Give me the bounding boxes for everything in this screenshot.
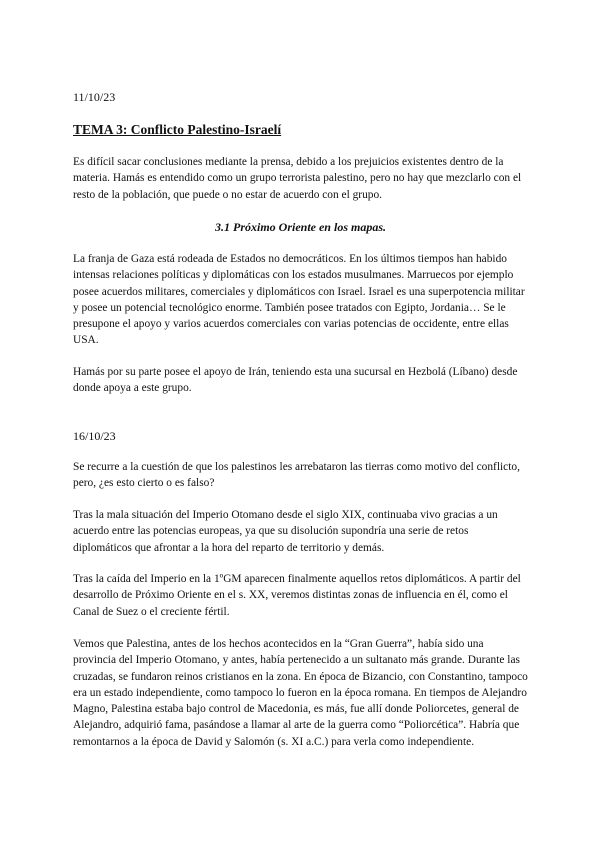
page-title: TEMA 3: Conflicto Palestino-Israelí [73, 122, 282, 137]
intro-paragraph: Es difícil sacar conclusiones mediante la prensa, debido a los prejuicios existentes dentro de la materia. Hamás es entendido como un grupo terrorista palestino, pero no hay que mezclarlo con el resto de la población, que puede o no estar de acuerdo con el grupo. [73, 156, 522, 201]
date-heading: 11/10/23 [73, 90, 116, 104]
section-title: 3.1 Próximo Oriente en los mapas. [214, 220, 386, 234]
paragraph-6: Vemos que Palestina, antes de los hechos acontecidos en la “Gran Guerra”, había sido una provincia del Imperio Otomano, y antes, había pertenecido a un sultanato más grande. Durante las cruzadas, se fundaron reinos cristianos en la zona. En época de Bizancio, con Constantino, tampoco era un estado independiente, como tampoco lo fueron en la época romana. En tiempos de Alejandro Magno, Palestina estaba bajo control de Macedonia, es más, fue allí donde Poliorcetes, general de Alejandro, adquirió fama, pasándose a llamar al arte de la guerra como “Poliorcética”. Habría que remontarnos a la época de David y Salomón (s. XI a.C.) para verla como independiente. [73, 638, 528, 748]
paragraph-1: La franja de Gaza está rodeada de Estados no democráticos. En los últimos tiempos han habido intensas relaciones políticas y diplomáticas con los estados musulmanes. Marruecos por ejemplo posee acuerdos militares, comerciales y diplomáticos con Israel. Israel es una superpotencia militar y posee un potencial tecnológico enorme. También posee tratados con Egipto, Jordania… Se le presupone el apoyo y varios acuerdos comerciales con varias potencias de occidente, entre ellas USA. [73, 253, 525, 347]
paragraph-4: Tras la mala situación del Imperio Otomano desde el siglo XIX, continuaba vivo gracias a un acuerdo entre las potencias europeas, ya que su disolución supondría una serie de retos diplomáticos que afrontar a la hora del reparto de territorio y demás. [73, 509, 498, 554]
paragraph-3: Se recurre a la cuestión de que los palestinos les arrebataron las tierras como motivo del conflicto, pero, ¿es esto cierto o es falso? [73, 461, 520, 490]
paragraph-2: Hamás por su parte posee el apoyo de Irán, teniendo esta una sucursal en Hezbolá (Líbano) desde donde apoya a este grupo. [73, 366, 518, 395]
paragraph-5: Tras la caída del Imperio en la 1ºGM aparecen finalmente aquellos retos diplomáticos. A partir del desarrollo de Próximo Oriente en el s. XX, veremos distintas zonas de influencia en él, como el Canal de Suez o el creciente fértil. [73, 573, 521, 618]
date-heading-2: 16/10/23 [73, 429, 116, 443]
